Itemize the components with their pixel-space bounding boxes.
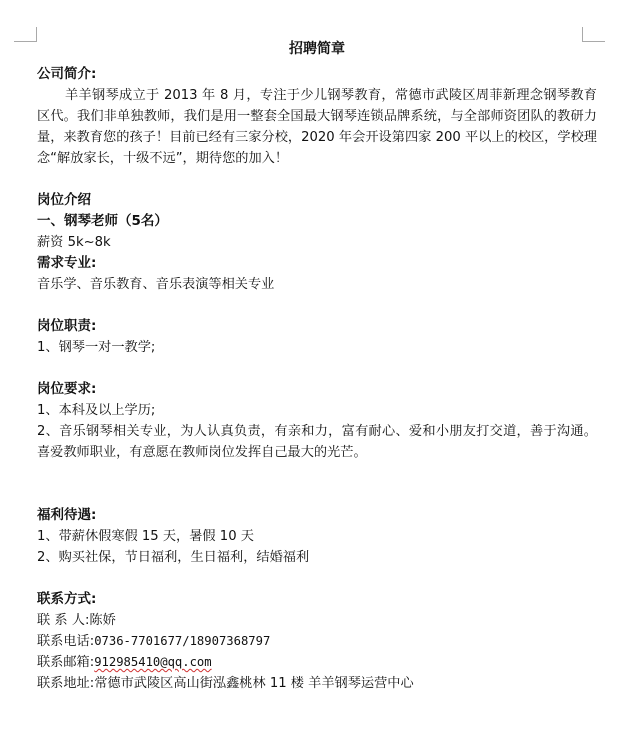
contact-address-label: 联系地址: bbox=[37, 676, 95, 691]
document-body[interactable] bbox=[37, 38, 597, 694]
top-left-margin-mark bbox=[14, 27, 37, 42]
contact-heading: 联系方式: bbox=[37, 591, 97, 607]
contact-person-row bbox=[37, 610, 597, 631]
duty-item: 1、钢琴一对一教学; bbox=[37, 340, 156, 355]
benefit-item: 2、购买社保，节日福利，生日福利，结婚福利 bbox=[37, 550, 310, 565]
contact-email-value: 912985410@qq.com bbox=[94, 655, 212, 669]
contact-email-row bbox=[37, 652, 597, 673]
requirements-heading: 岗位要求: bbox=[37, 381, 97, 397]
contact-address-value: 常德市武陵区高山街泓鑫桃林 11 楼 羊羊钢琴运营中心 bbox=[94, 676, 414, 691]
requirement-item: 1、本科及以上学历; bbox=[37, 403, 156, 418]
position-section bbox=[37, 190, 597, 295]
document-title: 招聘简章 bbox=[289, 41, 345, 57]
company-section bbox=[37, 64, 597, 169]
position-heading: 岗位介绍 bbox=[37, 192, 91, 208]
company-heading: 公司简介: bbox=[37, 66, 97, 82]
benefits-section bbox=[37, 505, 597, 568]
position-title: 一、钢琴老师（5名） bbox=[37, 213, 168, 229]
requirement-item: 2、音乐钢琴相关专业，为人认真负责，有亲和力，富有耐心、爱和小朋友打交道，善于沟通。喜爱教师职业，有意愿在教师岗位发挥自己最大的光芒。 bbox=[37, 424, 597, 460]
company-intro: 羊羊钢琴成立于 2013 年 8 月，专注于少儿钢琴教育，常德市武陵区周菲新理念钢琴教育区代。我们非单独教师，我们是用一整套全国最大钢琴连锁品牌系统，与全部师资团队的教研力量，来教育您的孩子！目前已经有三家分校，2020 年会开设第四家 200 平以上的校区，学校理念“解放家长，十级不远”，期待您的加入！ bbox=[37, 88, 597, 166]
contact-person-label: 联 系 人: bbox=[37, 613, 90, 628]
spacer bbox=[37, 358, 597, 379]
spacer bbox=[37, 169, 597, 190]
salary-line: 薪资 5k~8k bbox=[37, 235, 111, 250]
spacer bbox=[37, 568, 597, 589]
duties-section bbox=[37, 316, 597, 358]
contact-section bbox=[37, 589, 597, 694]
benefit-item: 1、带薪休假寒假 15 天，暑假 10 天 bbox=[37, 529, 254, 544]
spacer bbox=[37, 463, 597, 505]
contact-email-label: 联系邮箱: bbox=[37, 655, 95, 670]
contact-phone-value: 0736-7701677/18907368797 bbox=[94, 634, 271, 648]
major-heading: 需求专业: bbox=[37, 255, 97, 271]
contact-person-value: 陈娇 bbox=[89, 613, 116, 628]
spacer bbox=[37, 295, 597, 316]
requirements-section bbox=[37, 379, 597, 463]
duties-heading: 岗位职责: bbox=[37, 318, 97, 334]
contact-phone-row bbox=[37, 631, 597, 652]
majors-line: 音乐学、音乐教育、音乐表演等相关专业 bbox=[37, 277, 275, 292]
benefits-heading: 福利待遇: bbox=[37, 507, 97, 523]
contact-address-row bbox=[37, 673, 597, 694]
contact-phone-label: 联系电话: bbox=[37, 634, 95, 649]
